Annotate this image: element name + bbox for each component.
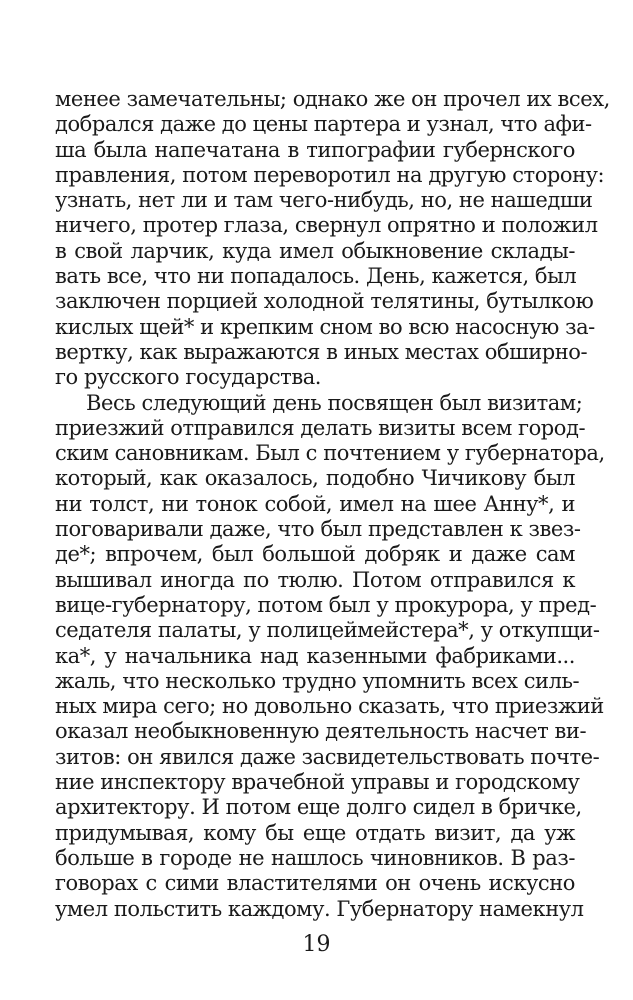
text-line: вать все, что ни попадалось. День, кажется, был (55, 264, 577, 289)
text-line: приезжий отправился делать визиты всем город- (55, 415, 586, 440)
text-line: узнать, нет ли и там чего-нибудь, но, не нашедши (55, 188, 593, 213)
text-line: де*; впрочем, был большой добряк и даже сам (55, 542, 575, 567)
text-line: жаль, что несколько трудно упомнить всех силь- (55, 668, 580, 693)
paragraph-2 (55, 390, 605, 922)
text-line: заключен порцией холодной телятины, бутылкою (55, 289, 594, 314)
text-line: добрался даже до цены партера и узнал, что афи- (55, 112, 592, 137)
text-line: придумывая, кому бы еще отдать визит, да уж (55, 820, 575, 845)
text-line: го русского государства. (55, 365, 321, 390)
text-line: ных мира сего; но довольно сказать, что приезжий (55, 694, 604, 719)
text-line: вертку, как выражаются в иных местах обширно- (55, 339, 588, 364)
text-line: седателя палаты, у полицеймейстера*, у откупщи- (55, 618, 600, 643)
text-line: ка*, у начальника над казенными фабриками... (55, 643, 575, 668)
text-line: архитектору. И потом еще долго сидел в бричке, (55, 795, 582, 820)
text-line: Весь следующий день посвящен был визитам; (86, 390, 583, 415)
text-line: в свой ларчик, куда имел обыкновение склады- (55, 238, 575, 263)
text-line: ние инспектору врачебной управы и городскому (55, 770, 580, 795)
paragraph-1 (55, 87, 610, 391)
text-line: кислых щей* и крепким сном во всю насосную за- (55, 314, 595, 339)
text-line: правления, потом переворотил на другую сторону: (55, 162, 605, 187)
text-line: вице-губернатору, потом был у прокурора, у пред- (55, 592, 597, 617)
text-line: ша была напечатана в типографии губернского (55, 137, 575, 162)
text-line: ни толст, ни тонок собой, имел на шее Анну*, и (55, 491, 575, 516)
text-line: менее замечательны; однако же он прочел их всех, (55, 87, 610, 111)
text-line: ским сановникам. Был с почтением у губернатора, (55, 441, 605, 466)
text-line: говорах с сими властителями он очень искусно (55, 871, 575, 896)
text-line: поговаривали даже, что был представлен к звез- (55, 517, 581, 542)
text-line: вышивал иногда по тюлю. Потом отправился к (55, 567, 575, 592)
text-line: больше в городе не нашлось чиновников. В раз- (55, 845, 575, 870)
page-number: 19 (302, 932, 331, 957)
text-line: оказал необыкновенную деятельность насчет ви- (55, 719, 587, 744)
text-line: который, как оказалось, подобно Чичикову был (55, 466, 575, 491)
text-line: умел польстить каждому. Губернатору намекнул (55, 896, 584, 921)
body-text (55, 87, 610, 922)
text-line: зитов: он явился даже засвидетельствовать почте- (55, 744, 600, 769)
text-line: ничего, протер глаза, свернул опрятно и положил (55, 213, 598, 238)
